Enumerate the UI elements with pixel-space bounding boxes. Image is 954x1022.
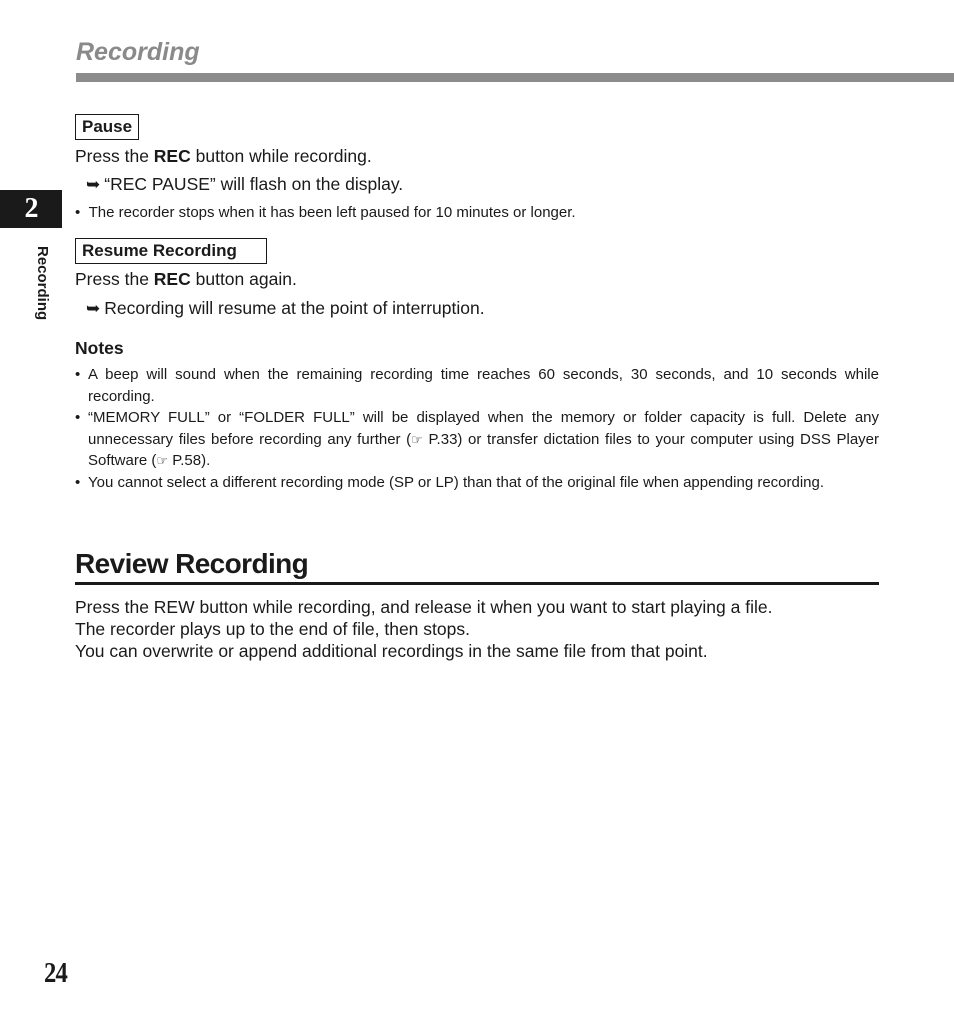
resume-label: Resume Recording bbox=[75, 238, 267, 264]
bullet: • bbox=[75, 204, 81, 221]
notes-heading: Notes bbox=[75, 338, 124, 358]
pause-instruction-pre: Press the bbox=[75, 146, 154, 166]
resume-result-text: Recording will resume at the point of interruption. bbox=[104, 298, 485, 318]
note-item-3-text: You cannot select a different recording mode (SP or LP) than that of the original file when appending recording. bbox=[88, 474, 825, 491]
bullet: • bbox=[75, 409, 81, 426]
pause-result bbox=[86, 174, 403, 195]
review-heading-rule bbox=[75, 582, 879, 585]
bullet: • bbox=[75, 474, 81, 491]
review-heading: Review Recording bbox=[75, 548, 309, 579]
note-item-2 bbox=[75, 407, 879, 472]
pause-instruction-key: REC bbox=[153, 146, 191, 166]
pause-note bbox=[75, 202, 576, 224]
pointing-hand-icon: ☞ bbox=[156, 453, 169, 468]
note-item-2-part-b: ) or transfer dictation files to your computer using DSS Player Software ( bbox=[88, 430, 880, 469]
pointing-hand-icon: ☞ bbox=[411, 431, 423, 447]
resume-instruction-post: button again. bbox=[190, 269, 297, 289]
note-item-1-text: A beep will sound when the remaining recording time reaches 60 seconds, 30 seconds, and 10 seconds while recording. bbox=[88, 366, 879, 405]
bullet: • bbox=[75, 366, 81, 383]
pause-label: Pause bbox=[75, 114, 139, 140]
resume-instruction bbox=[75, 269, 297, 290]
note-item-2-text bbox=[88, 407, 879, 472]
pause-instruction-post: button while recording. bbox=[190, 146, 372, 166]
page-reference: P.33 bbox=[428, 430, 458, 448]
review-line-3: You can overwrite or append additional recordings in the same file from that point. bbox=[75, 641, 708, 661]
chapter-tab: 2 bbox=[0, 190, 62, 228]
resume-result bbox=[86, 298, 485, 319]
review-body bbox=[75, 596, 772, 662]
note-item-2-part-c: ). bbox=[201, 452, 211, 469]
note-item-2-part-a: “MEMORY FULL” or “FOLDER FULL” will be displayed when the memory or folder capacity is full. Delete any unnecessary files before recording any further ( bbox=[88, 409, 879, 448]
pause-note-text: The recorder stops when it has been left paused for 10 minutes or longer. bbox=[88, 204, 576, 221]
pause-result-text: “REC PAUSE” will flash on the display. bbox=[104, 174, 404, 194]
header-rule bbox=[76, 73, 954, 82]
review-line-2: The recorder plays up to the end of file, then stops. bbox=[75, 619, 470, 639]
right-arrow-icon: ➥ bbox=[86, 299, 101, 318]
section-title: Recording bbox=[76, 38, 200, 66]
resume-instruction-pre: Press the bbox=[75, 269, 154, 289]
review-line-1: Press the REW button while recording, and release it when you want to start playing a file. bbox=[75, 597, 773, 617]
note-item-3 bbox=[75, 472, 879, 494]
page-reference: P.58 bbox=[172, 452, 202, 469]
resume-instruction-key: REC bbox=[153, 269, 191, 289]
note-item-1 bbox=[75, 364, 879, 407]
pause-instruction bbox=[75, 146, 372, 167]
chapter-side-label: Recording bbox=[34, 246, 51, 321]
right-arrow-icon: ➥ bbox=[86, 175, 101, 194]
page-number: 24 bbox=[44, 957, 67, 989]
